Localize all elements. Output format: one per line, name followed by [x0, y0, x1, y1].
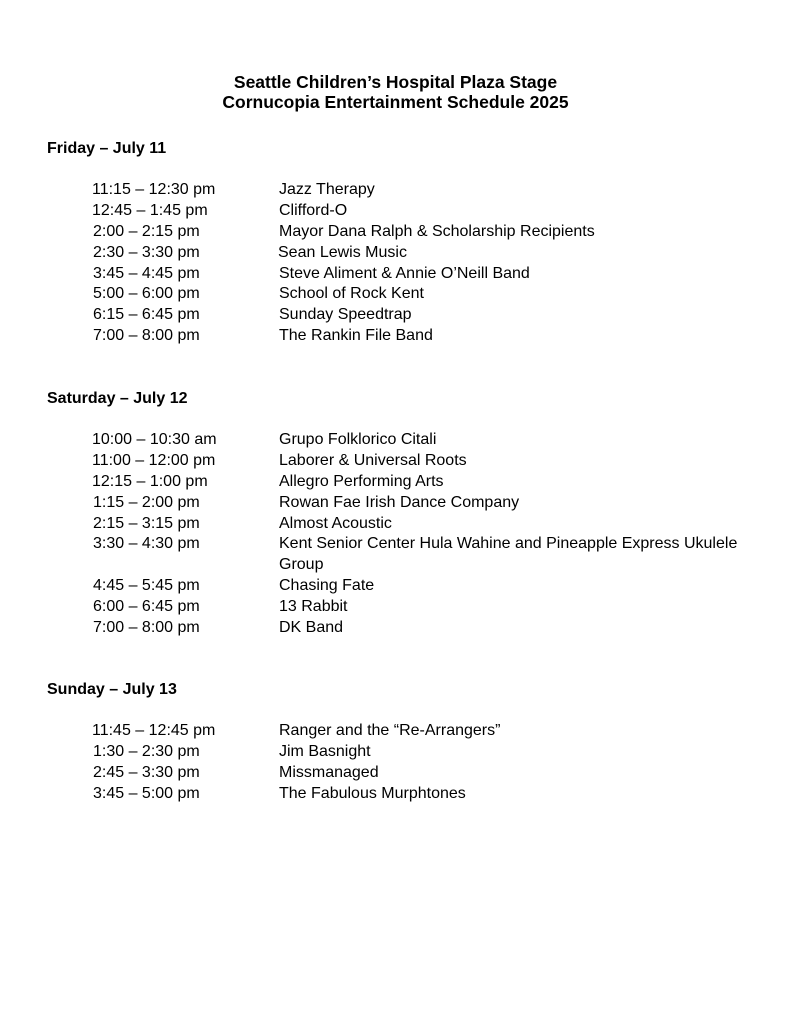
schedule-row [0, 721, 791, 742]
event-time: 6:15 – 6:45 pm [93, 306, 200, 324]
schedule-row [0, 201, 791, 222]
event-act: Sunday Speedtrap [279, 306, 412, 324]
event-act: School of Rock Kent [279, 285, 424, 303]
event-time: 4:45 – 5:45 pm [93, 577, 200, 595]
schedule-row [0, 742, 791, 763]
event-time: 7:00 – 8:00 pm [93, 619, 200, 637]
event-act: Allegro Performing Arts [279, 472, 444, 490]
day-heading-saturday: Saturday – July 12 [47, 390, 188, 407]
event-act: Grupo Folklorico Citali [279, 431, 437, 448]
schedule-row [0, 576, 791, 597]
event-time: 7:00 – 8:00 pm [93, 327, 200, 345]
event-act: Laborer & Universal Roots [279, 451, 467, 469]
schedule-row [0, 514, 791, 535]
event-time: 2:45 – 3:30 pm [93, 763, 200, 781]
event-act: Rowan Fae Irish Dance Company [279, 493, 520, 511]
schedule-row [0, 326, 791, 347]
schedule-row [0, 243, 791, 264]
event-time: 11:45 – 12:45 pm [92, 722, 216, 739]
event-act: Missmanaged [279, 763, 379, 781]
event-act: Chasing Fate [279, 577, 375, 595]
schedule-row [0, 264, 791, 285]
schedule-row [0, 451, 791, 472]
event-act: The Fabulous Murphtones [279, 784, 466, 802]
schedule-row [0, 534, 791, 576]
event-act: Mayor Dana Ralph & Scholarship Recipients [279, 222, 595, 240]
event-act: The Rankin File Band [279, 327, 433, 345]
event-act: Almost Acoustic [279, 514, 392, 532]
event-time: 2:15 – 3:15 pm [93, 514, 200, 532]
event-time: 12:45 – 1:45 pm [92, 201, 208, 219]
title-line-1: Seattle Children’s Hospital Plaza Stage [233, 72, 558, 92]
event-act: Jim Basnight [279, 742, 371, 760]
schedule-row [0, 305, 791, 326]
event-act: DK Band [279, 619, 344, 637]
schedule-row [0, 763, 791, 784]
day-heading-friday: Friday – July 11 [47, 140, 167, 157]
event-time: 11:15 – 12:30 pm [92, 181, 216, 198]
schedule-saturday [0, 430, 791, 639]
event-time: 11:00 – 12:00 pm [92, 451, 216, 469]
event-act: Jazz Therapy [279, 181, 375, 198]
document-title [0, 72, 791, 112]
schedule-friday [0, 180, 791, 347]
event-time: 3:45 – 4:45 pm [93, 264, 200, 282]
schedule-row [0, 472, 791, 493]
schedule-row [0, 597, 791, 618]
event-time: 3:30 – 4:30 pm [93, 535, 200, 553]
event-act: Clifford-O [279, 201, 348, 219]
event-time: 10:00 – 10:30 am [92, 431, 217, 448]
schedule-row [0, 430, 791, 451]
event-act: Ranger and the “Re-Arrangers” [279, 722, 501, 739]
event-time: 2:00 – 2:15 pm [93, 222, 200, 240]
event-act: Sean Lewis Music [278, 243, 407, 261]
event-time: 1:30 – 2:30 pm [93, 742, 200, 760]
schedule-row [0, 784, 791, 805]
title-line-2: Cornucopia Entertainment Schedule 2025 [222, 92, 569, 112]
event-act: 13 Rabbit [279, 598, 348, 616]
event-time: 6:00 – 6:45 pm [93, 598, 200, 616]
event-act: Kent Senior Center Hula Wahine and Pineapple Express Ukulele Group [279, 535, 738, 574]
day-heading-sunday: Sunday – July 13 [47, 681, 177, 698]
schedule-row [0, 222, 791, 243]
schedule-row [0, 180, 791, 201]
schedule-row [0, 618, 791, 639]
event-time: 1:15 – 2:00 pm [93, 493, 200, 511]
event-time: 3:45 – 5:00 pm [93, 784, 200, 802]
schedule-row [0, 493, 791, 514]
schedule-row [0, 284, 791, 305]
event-time: 5:00 – 6:00 pm [93, 285, 200, 303]
event-act: Steve Aliment & Annie O’Neill Band [279, 264, 530, 282]
event-time: 12:15 – 1:00 pm [92, 472, 208, 490]
event-time: 2:30 – 3:30 pm [93, 243, 200, 261]
schedule-sunday [0, 721, 791, 805]
